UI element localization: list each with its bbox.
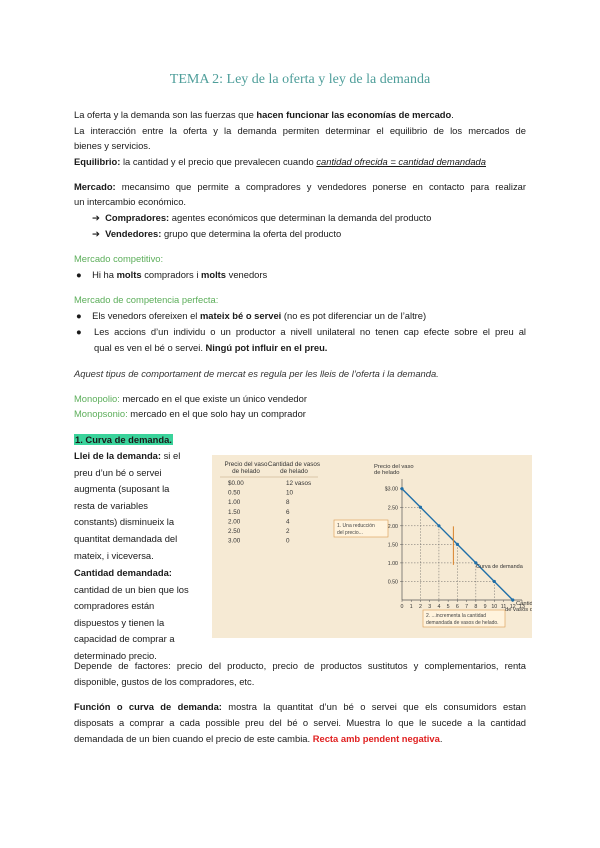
demand-figure-svg <box>212 455 532 638</box>
y-tick-label: 2.50 <box>387 505 398 512</box>
section-heading-curva: 1. Curva de demanda. <box>75 434 172 445</box>
x-tick-label: 10 <box>491 604 498 610</box>
demand-point <box>493 580 496 583</box>
y-tick-label: $3.00 <box>384 486 398 493</box>
x-tick-label: 7 <box>465 604 469 610</box>
table-cell-quantity: 0 <box>286 537 290 545</box>
depende-line-1: Depende de factores: precio del producto, precio de productos sustitutos y complementarios, renta <box>74 660 526 671</box>
bullet-icon: ● <box>76 269 82 280</box>
annotation-1-line-1: 1. Una reducción <box>337 523 375 529</box>
demand-point <box>419 506 422 509</box>
x-axis-label-1: Cantid <box>516 601 532 607</box>
table-cell-price: 1.00 <box>228 499 241 507</box>
x-tick-label: 11 <box>500 604 507 610</box>
y-tick-label: 1.00 <box>387 560 398 567</box>
funcion-line-3: demandada de un bien cuando el precio de este cambia. Recta amb pendent negativa. <box>74 733 443 744</box>
demand-point <box>511 598 514 601</box>
intro-line-2: La interacción entre la oferta y la demanda permiten determinar el equilibrio de los mercados de <box>74 125 526 136</box>
table-col2-header-1: Cantidad de vasos <box>267 461 321 468</box>
x-tick-label: 0 <box>400 604 404 610</box>
competitivo-heading: Mercado competitivo: <box>74 253 164 264</box>
chart-layer <box>385 479 525 614</box>
funcion-line-1: Función o curva de demanda: mostra la quantitat d’un bé o servei que els consumidors estan <box>74 701 526 712</box>
annotation-1-line-2: del precio... <box>337 530 363 536</box>
perfecta-bullet-1: ● Els venedors ofereixen el mateix bé o servei (no es pot diferenciar un de l’altre) <box>76 310 427 321</box>
arrow-icon: ➔ <box>92 228 100 239</box>
competitivo-bullet: ● Hi ha molts compradors i molts venedors <box>76 269 268 280</box>
mercado-definition-cont: un intercambio económico. <box>74 196 187 207</box>
y-axis-label-1: Precio del vaso <box>374 464 414 470</box>
arrow-icon: ➔ <box>92 212 100 223</box>
bullet-icon: ● <box>76 310 82 321</box>
perfecta-bullet-2-cont: qual es ven el bé o servei. Ningú pot influir en el preu. <box>94 342 328 353</box>
demand-point <box>456 543 459 546</box>
y-axis-label-2: de helado <box>374 470 400 476</box>
monopolio-definition: Monopolio: mercado en el que existe un único vendedor <box>74 393 307 404</box>
x-tick-label: 2 <box>418 604 422 610</box>
aquest-paragraph: Aquest tipus de comportament de mercat es regula per les lleis de l’oferta i la demanda. <box>74 368 439 379</box>
table-cell-price: 0.50 <box>228 489 241 497</box>
x-tick-label: 12 <box>509 604 516 610</box>
x-tick-label: 5 <box>446 604 450 610</box>
table-cell-quantity: 12 vasos <box>286 480 312 487</box>
table-cell-price: 3.00 <box>228 537 241 545</box>
monopsonio-definition: Monopsonio: mercado en el que solo hay un comprador <box>74 408 306 419</box>
funcion-line-2: disposats a comprar a cada possible preu del bé o servei. Muestra lo que le sucede a la cantidad <box>74 717 526 728</box>
table-cell-price: 2.00 <box>228 518 241 526</box>
perfecta-heading: Mercado de competencia perfecta: <box>74 294 219 305</box>
depende-line-2: disponible, gustos de los compradores, etc. <box>74 676 255 687</box>
x-tick-label: 6 <box>455 604 459 610</box>
curve-label: Curva de demanda <box>476 564 523 570</box>
demand-point <box>437 524 440 527</box>
x-tick-label: 3 <box>428 604 432 610</box>
annotation-2-line-1: 2. ...incrementa la cantidad <box>426 613 487 619</box>
arrow-item-compradores: ➔ Compradores: agentes económicos que determinan la demanda del producto <box>92 212 432 223</box>
perfecta-bullet-2: Les accions d’un individu o un productor a nivell unilateral no tenen cap efecte sobre el preu al <box>94 326 526 337</box>
arrow-item-vendedores: ➔ Vendedores: grupo que determina la oferta del producto <box>92 228 342 239</box>
table-col2-header-2: de helado <box>280 468 308 475</box>
table-cell-price: 2.50 <box>228 528 241 535</box>
x-tick-label: 13 <box>519 604 525 610</box>
table-rows <box>228 480 311 545</box>
llei-demanda-paragraph: Llei de la demanda: si el preu d’un bé o servei augmenta (suposant la resta de variables constants) disminueix la quantitat demandada del mateix, i viceversa. <box>74 450 181 561</box>
page-title: TEMA 2: Ley de la oferta y ley de la demanda <box>169 72 431 87</box>
table-col1-header-1: Precio del vaso <box>224 461 268 468</box>
cantidad-demandada-paragraph: Cantidad demandada: cantidad de un bien que los compradores están dispuestos y tienen la capacidad de comprar a determinado precio. <box>74 567 189 661</box>
mercado-definition: Mercado: mecansimo que permite a compradores y vendedores ponerse en contacto para realizar <box>74 181 526 192</box>
demand-point <box>400 487 403 490</box>
bullet-icon-2: ● <box>76 326 82 337</box>
x-tick-label: 4 <box>437 604 441 610</box>
y-tick-label: 1.50 <box>387 542 398 549</box>
x-axis-label-2: de vasos d <box>505 607 532 613</box>
table-cell-quantity: 10 <box>286 489 294 497</box>
table-cell-quantity: 4 <box>286 518 290 526</box>
table-cell-quantity: 8 <box>286 499 290 507</box>
table-cell-quantity: 6 <box>286 508 290 516</box>
x-tick-label: 1 <box>409 604 413 610</box>
x-tick-label: 8 <box>474 604 478 610</box>
table-cell-price: $0.00 <box>228 480 244 487</box>
intro-line-3: bienes y servicios. <box>74 140 151 151</box>
annotation-2-line-2: demandada de vasos de helado. <box>426 620 499 626</box>
y-tick-label: 2.00 <box>387 523 398 530</box>
table-cell-price: 1.50 <box>228 508 241 516</box>
equilibrio-definition: Equilibrio: la cantidad y el precio que prevalecen cuando cantidad ofrecida = cantidad demandada <box>74 156 486 167</box>
intro-line-1: La oferta y la demanda son las fuerzas que hacen funcionar las economías de mercado. <box>74 109 454 120</box>
table-cell-quantity: 2 <box>286 528 290 535</box>
demand-figure <box>212 455 532 638</box>
y-tick-label: 0.50 <box>387 579 398 586</box>
table-col1-header-2: de helado <box>232 468 260 475</box>
x-tick-label: 9 <box>483 604 487 610</box>
